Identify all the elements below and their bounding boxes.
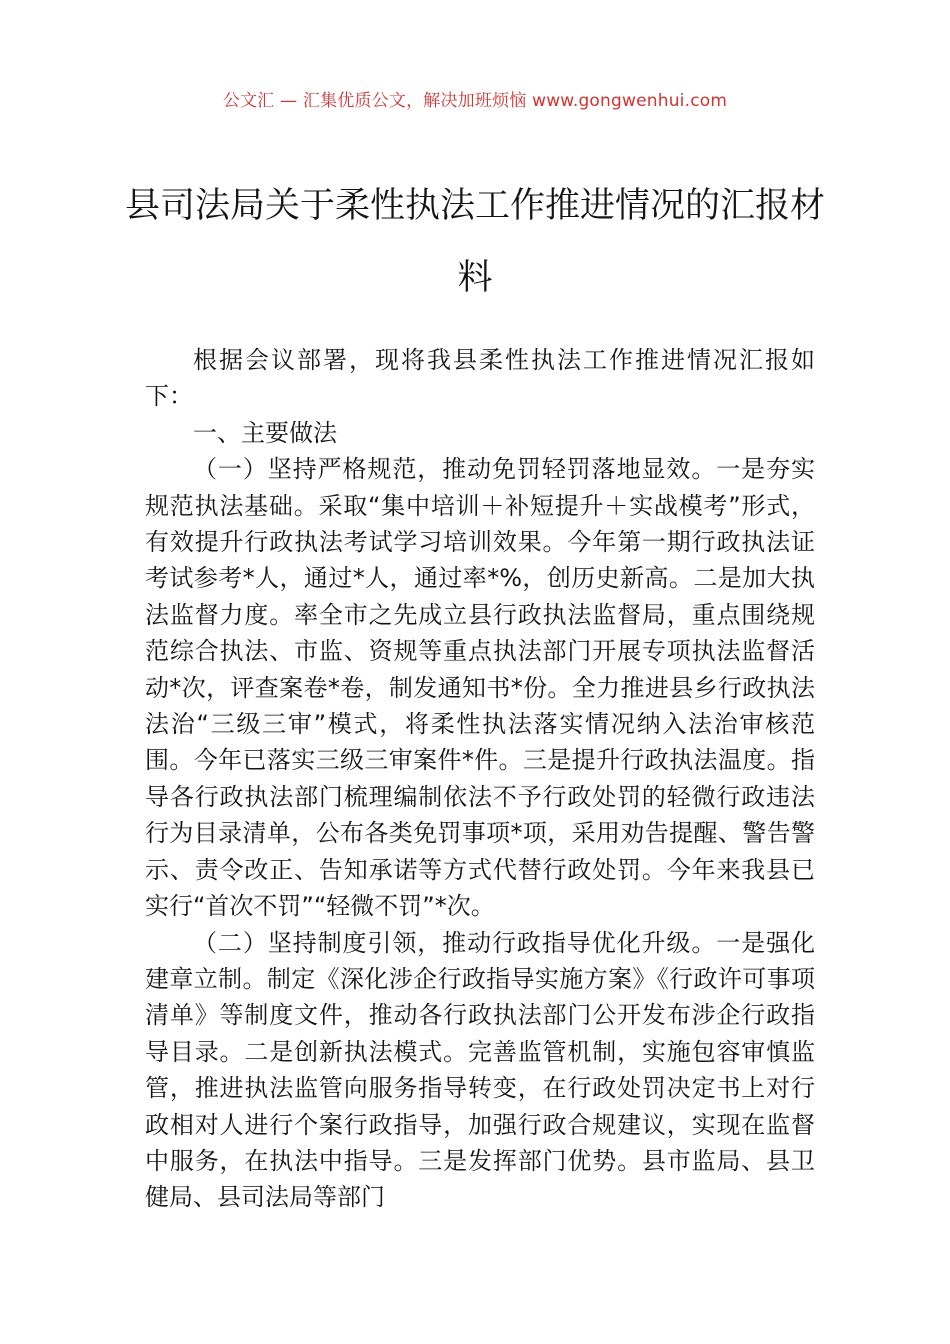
intro-paragraph: 根据会议部署，现将我县柔性执法工作推进情况汇报如下： (145, 346, 815, 411)
document-body (145, 342, 815, 1216)
document-title: 县司法局关于柔性执法工作推进情况的汇报材料 (124, 186, 825, 298)
section-heading: 一、主要做法 (193, 418, 337, 447)
header-banner: 公文汇 — 汇集优质公文，解决加班烦恼 www.gongwenhui.com (222, 91, 728, 111)
paragraph-2: （二）坚持制度引领，推动行政指导优化升级。一是强化建章立制。制定《深化涉企行政指导实施方案》《行政许可事项清单》等制度文件，推动各行政执法部门公开发布涉企行政指导目录。二是创新执法模式。完善监管机制，实施包容审慎监管，推进执法监管向服务指导转变，在行政处罚决定书上对行政相对人进行个案行政指导，加强行政合规建议，实现在监督中服务，在执法中指导。三是发挥部门优势。县市监局、县卫健局、县司法局等部门 (145, 928, 815, 1212)
paragraph-1: （一）坚持严格规范，推动免罚轻罚落地显效。一是夯实规范执法基础。采取“集中培训＋补短提升＋实战模考”形式，有效提升行政执法考试学习培训效果。今年第一期行政执法证考试参考*人，通过*人，通过率*%，创历史新高。二是加大执法监督力度。率全市之先成立县行政执法监督局，重点围绕规范综合执法、市监、资规等重点执法部门开展专项执法监督活动*次，评查案卷*卷，制发通知书*份。全力推进县乡行政执法法治“三级三审”模式，将柔性执法落实情况纳入法治审核范围。今年已落实三级三审案件*件。三是提升行政执法温度。指导各行政执法部门梳理编制依法不予行政处罚的轻微行政违法行为目录清单，公布各类免罚事项*项，采用劝告提醒、警告警示、责令改正、告知承诺等方式代替行政处罚。今年来我县已实行“首次不罚”“轻微不罚”*次。 (145, 455, 815, 921)
